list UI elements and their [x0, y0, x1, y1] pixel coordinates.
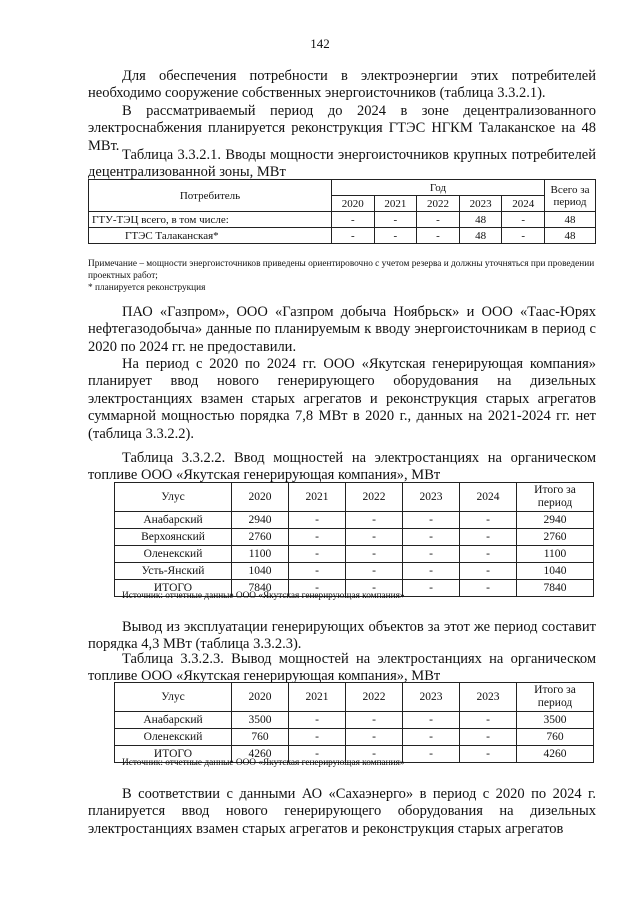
- table-cell: -: [502, 212, 545, 228]
- table-cell: -: [403, 580, 460, 597]
- table-cell: 1100: [517, 546, 594, 563]
- table-cell: Верхоянский: [115, 529, 232, 546]
- table-1-year: 2021: [374, 196, 417, 212]
- table-cell: Анабарский: [115, 712, 232, 729]
- table-row: [115, 546, 594, 563]
- table-cell: 48: [459, 228, 502, 244]
- table-cell: -: [403, 546, 460, 563]
- table-cell: -: [417, 212, 460, 228]
- table-2-header: 2023: [403, 483, 460, 512]
- table-cell: -: [460, 512, 517, 529]
- table-1: [88, 179, 596, 244]
- table-3: [114, 682, 594, 763]
- paragraph-6: [88, 786, 596, 838]
- table-3-header: 2022: [346, 683, 403, 712]
- table-cell: -: [460, 712, 517, 729]
- table-1-header-total: Всего за период: [545, 180, 596, 212]
- table-cell: -: [289, 729, 346, 746]
- table-cell: -: [403, 746, 460, 763]
- table-cell: -: [346, 746, 403, 763]
- table-cell: 3500: [232, 712, 289, 729]
- table-cell: 760: [517, 729, 594, 746]
- paragraph-4-text: На период с 2020 по 2024 гг. ООО «Якутская генерирующая компания» планирует ввод нового генерирующего оборудования на дизельных электростанциях взамен старых агрегатов и реконструкция старых агрегатов суммарной мощностью порядка 7,8 МВт в 2020 г., данных на 2021-2024 гг. нет (таблица 3.3.2.2).: [88, 356, 596, 442]
- paragraph-1: [88, 68, 596, 103]
- paragraph-5-text: Вывод из эксплуатации генерирующих объектов за этот же период составит порядка 4,3 МВт (таблица 3.3.2.3).: [88, 619, 596, 653]
- table-cell: -: [403, 563, 460, 580]
- table-3-header: 2021: [289, 683, 346, 712]
- table-cell: -: [289, 546, 346, 563]
- table-2-header: 2020: [232, 483, 289, 512]
- table-cell: -: [403, 729, 460, 746]
- table-1-row-name: ГТЭС Талаканская*: [89, 228, 332, 244]
- table-1-year: 2023: [459, 196, 502, 212]
- table-3-source: Источник: отчетные данные ООО «Якутская генерирующая компания»: [122, 758, 405, 768]
- table-cell: -: [460, 746, 517, 763]
- paragraph-4: [88, 356, 596, 443]
- table-cell: -: [460, 529, 517, 546]
- table-cell: Усть-Янский: [115, 563, 232, 580]
- table-2-header: 2024: [460, 483, 517, 512]
- table-cell: -: [332, 228, 375, 244]
- table-1-caption-text: Таблица 3.3.2.1. Вводы мощности энергоисточников крупных потребителей децентрализованной зоны, МВт: [88, 147, 596, 180]
- table-cell: -: [346, 729, 403, 746]
- table-1-note: Примечание – мощности энергоисточников приведены ориентировочно с учетом резерва и должны уточняться при проведении проектных работ;: [88, 259, 595, 281]
- table-cell: -: [346, 512, 403, 529]
- table-cell: ИТОГО: [115, 746, 232, 763]
- table-cell: -: [289, 580, 346, 597]
- table-cell: Оленекский: [115, 546, 232, 563]
- table-1-header-consumer: Потребитель: [89, 180, 332, 212]
- table-cell: -: [403, 512, 460, 529]
- table-row: [115, 529, 594, 546]
- table-2-caption-text: Таблица 3.3.2.2. Ввод мощностей на электростанциях на органическом топливе ООО «Якутская генерирующая компания», МВт: [88, 450, 596, 483]
- table-cell: 4260: [517, 746, 594, 763]
- table-3-caption-text: Таблица 3.3.2.3. Вывод мощностей на электростанциях на органическом топливе ООО «Якутская генерирующая компания», МВт: [88, 651, 596, 684]
- table-cell: -: [502, 228, 545, 244]
- table-cell: -: [417, 228, 460, 244]
- paragraph-3-text: ПАО «Газпром», ООО «Газпром добыча Ноябрьск» и ООО «Таас-Юрях нефтегазодобыча» данные по планируемым к вводу энергоисточникам в период с 2020 по 2024 гг. не предоставили.: [88, 304, 596, 355]
- table-cell: -: [460, 563, 517, 580]
- table-cell: -: [374, 228, 417, 244]
- table-cell: -: [289, 529, 346, 546]
- table-cell: -: [346, 580, 403, 597]
- table-1-caption: [88, 147, 596, 181]
- table-cell: 48: [459, 212, 502, 228]
- table-cell: 7840: [232, 580, 289, 597]
- table-1-year: 2020: [332, 196, 375, 212]
- table-cell: -: [403, 712, 460, 729]
- table-2-header: 2022: [346, 483, 403, 512]
- table-cell: -: [460, 546, 517, 563]
- table-cell: -: [403, 529, 460, 546]
- table-cell: Анабарский: [115, 512, 232, 529]
- table-3-header: 2020: [232, 683, 289, 712]
- page-number: 142: [310, 36, 330, 51]
- table-cell: 2940: [232, 512, 289, 529]
- table-row: [89, 228, 596, 244]
- table-2-caption: [88, 450, 596, 484]
- table-cell: -: [289, 712, 346, 729]
- table-3-header: 2023: [460, 683, 517, 712]
- table-cell: 1040: [517, 563, 594, 580]
- table-cell: 7840: [517, 580, 594, 597]
- table-cell-total: 48: [545, 228, 596, 244]
- table-cell: 1100: [232, 546, 289, 563]
- table-cell: 3500: [517, 712, 594, 729]
- table-2-header-row: [115, 483, 594, 512]
- table-cell: 2760: [232, 529, 289, 546]
- table-3-header-row: [115, 683, 594, 712]
- table-cell: -: [460, 729, 517, 746]
- table-cell: 1040: [232, 563, 289, 580]
- table-cell: Оленекский: [115, 729, 232, 746]
- table-3-header: Итого за период: [517, 683, 594, 712]
- table-cell: 760: [232, 729, 289, 746]
- table-cell: -: [289, 746, 346, 763]
- table-2-header: 2021: [289, 483, 346, 512]
- table-row: [115, 712, 594, 729]
- table-row: [115, 563, 594, 580]
- table-cell: -: [374, 212, 417, 228]
- table-1-year: 2024: [502, 196, 545, 212]
- table-cell: -: [346, 529, 403, 546]
- table-3-header: Улус: [115, 683, 232, 712]
- paragraph-1-text: Для обеспечения потребности в электроэнергии этих потребителей необходимо сооружение собственных энергоисточников (таблица 3.3.2.1).: [88, 68, 596, 102]
- table-cell: -: [346, 546, 403, 563]
- table-row: [115, 512, 594, 529]
- table-cell: -: [346, 712, 403, 729]
- table-row: [89, 212, 596, 228]
- table-1-header-year: Год: [332, 180, 545, 196]
- table-2-header: Улус: [115, 483, 232, 512]
- table-1-footnote: * планируется реконструкция: [88, 283, 206, 293]
- table-row: [115, 729, 594, 746]
- table-cell: 2940: [517, 512, 594, 529]
- table-cell: 2760: [517, 529, 594, 546]
- table-cell: 4260: [232, 746, 289, 763]
- table-2-header: Итого за период: [517, 483, 594, 512]
- table-3-caption: [88, 651, 596, 685]
- table-cell: ИТОГО: [115, 580, 232, 597]
- paragraph-3: [88, 304, 596, 356]
- table-cell: -: [289, 563, 346, 580]
- table-2: [114, 482, 594, 597]
- paragraph-6-text: В соответствии с данными АО «Сахаэнерго» в период с 2020 по 2024 г. планируется ввод нового генерирующего оборудования на дизельных электростанциях взамен старых агрегатов и реконструкция старых агрегатов: [88, 786, 596, 837]
- table-cell: -: [289, 512, 346, 529]
- table-cell-total: 48: [545, 212, 596, 228]
- table-1-year: 2022: [417, 196, 460, 212]
- table-cell: -: [460, 580, 517, 597]
- table-cell: -: [346, 563, 403, 580]
- table-2-source: Источник: отчетные данные ООО «Якутская генерирующая компания»: [122, 591, 405, 601]
- table-3-header: 2023: [403, 683, 460, 712]
- paragraph-5: [88, 619, 596, 654]
- table-cell: -: [332, 212, 375, 228]
- table-1-row-name: ГТУ-ТЭЦ всего, в том числе:: [89, 212, 332, 228]
- paragraph-2-text: В рассматриваемый период до 2024 в зоне децентрализованного электроснабжения планируется реконструкция ГТЭС НГКМ Талаканское на 48 МВт.: [88, 103, 596, 154]
